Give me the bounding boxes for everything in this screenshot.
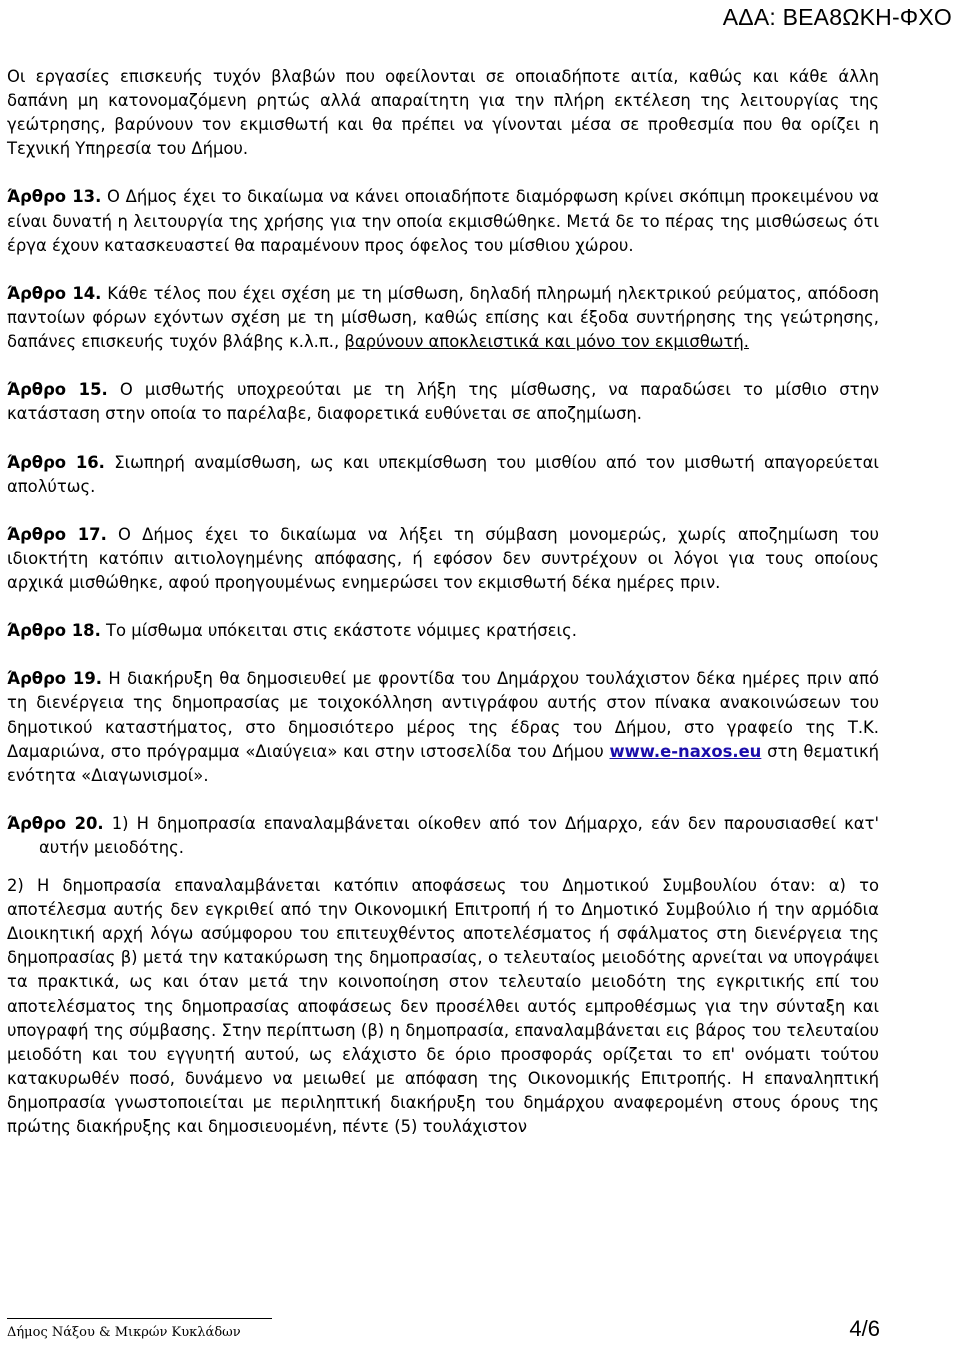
- footer-municipality: Δήμος Νάξου & Μικρών Κυκλάδων: [7, 1325, 241, 1340]
- article-19-title: Άρθρο 19.: [7, 669, 102, 689]
- article-20-text-1: 1) Η δημοπρασία επαναλαμβάνεται οίκοθεν από τον Δήμαρχο, εάν δεν παρουσιασθεί κατ' αυτήν μειοδότης.: [39, 813, 879, 857]
- article-19: [7, 667, 879, 787]
- article-18-text: Το μίσθωμα υπόκειται στις εκάστοτε νόμιμες κρατήσεις.: [100, 621, 577, 641]
- article-14: [7, 282, 879, 354]
- article-16: [7, 451, 879, 499]
- article-13-title: Άρθρο 13.: [7, 187, 102, 207]
- article-15-text: Ο μισθωτής υποχρεούται με τη λήξη της μίσθωσης, να παραδώσει το μίσθιο στην κατάσταση στην οποία το παρέλαβε, διαφορετικά ευθύνεται σε αποζημίωση.: [7, 380, 879, 424]
- article-13-text-2: Μετά δε το πέρας της μισθώσεως ότι έργα έχουν κατασκευαστεί θα παραμένουν προς όφελος του μίσθιου χώρου.: [7, 211, 879, 255]
- article-19-text-2: στη θεματική ενότητα «Διαγωνισμοί».: [7, 741, 879, 785]
- article-13-text-1: Ο Δήμος έχει το δικαίωμα να κάνει οποιαδήποτε διαμόρφωση κρίνει σκόπιμη προκειμένου να είναι δυνατή η λειτουργία της χρήσης για την οποία εκμισθώθηκε.: [7, 187, 879, 231]
- website-link[interactable]: www.e-naxos.eu: [609, 741, 762, 761]
- article-20-paragraph-2: 2) Η δημοπρασία επαναλαμβάνεται κατόπιν αποφάσεως του Δημοτικού Συμβουλίου όταν: α) το αποτέλεσμα αυτής δεν εγκριθεί από την Οικονομική Επιτροπή ή το Δημοτικό Συμβούλιο ή την αρμόδια Διοικητική αρχή λόγω ασύμφορου του επιτευχθέντος αποτελέσματος ή σφάλματος στη διενέργεια της δημοπρασίας β) μετά την κατακύρωση της δημοπρασίας, ο τελευταίος μειοδότης αρνείται να υπογράψει τα πρακτικά, ως και όταν μετά την κοινοποίηση στον τελευταίο μειοδότη της εγκριτικής επί του αποτελέσματος της δημοπρασίας αποφάσεως δεν προσέλθει αυτός εμπροθέσμως για την σύνταξη και υπογραφή της σύμβασης. Στην περίπτωση (β) η δημοπρασία, επαναλαμβάνεται εις βάρος του τελευταίου μειοδότη και του εγγυητή αυτού, ως ελάχιστο δε όριο προσφοράς ορίζεται το επ' ονόματι τούτου κατακυρωθέν ποσό, δυνάμενο να μειωθεί με απόφαση της Οικονομικής Επιτροπής. Η επαναληπτική δημοπρασία γνωστοποιείται με περιληπτική διακήρυξη του δημάρχου αναφερομένη στους όρους της πρώτης διακήρυξης και δημοσιευομένη, πέντε (5) τουλάχιστον: [7, 876, 879, 1137]
- intro-paragraph: Οι εργασίες επισκευής τυχόν βλαβών που οφείλονται σε οποιαδήποτε αιτία, καθώς και κάθε άλλη δαπάνη μη κατονομαζόμενη ρητώς αλλά απαραίτητη για την πλήρη εκτέλεση της λειτουργίας της γεώτρησης, βαρύνουν τον εκμισθωτή και θα πρέπει να γίνονται μέσα σε προθεσμία που θα ορίζει η Τεχνική Υπηρεσία του Δήμου.: [7, 67, 879, 159]
- article-18-title: Άρθρο 18.: [7, 621, 101, 641]
- article-20: [7, 812, 879, 860]
- article-15: [7, 378, 879, 426]
- article-14-title: Άρθρο 14.: [7, 283, 102, 303]
- article-18: [7, 619, 879, 643]
- document-body: [7, 65, 879, 1139]
- article-15-title: Άρθρο 15.: [7, 380, 108, 400]
- article-14-underlined: βαρύνουν αποκλειστικά και μόνο τον εκμισθωτή.: [344, 332, 749, 352]
- article-16-text: Σιωπηρή αναμίσθωση, ως και υπεκμίσθωση του μισθίου από τον μισθωτή απαγορεύεται απολύτως.: [7, 452, 879, 496]
- article-14-text: Κάθε τέλος που έχει σχέση με τη μίσθωση, δηλαδή πληρωμή ηλεκτρικού ρεύματος, απόδοση παντοίων φόρων εχόντων σχέση με τη μίσθωση, καθώς επίσης και έξοδα συντήρησης της γεώτρησης, δαπάνες επισκευής τυχόν βλάβης κ.λ.π.,: [7, 283, 879, 352]
- article-17-text: Ο Δήμος έχει το δικαίωμα να λήξει τη σύμβαση μονομερώς, χωρίς αποζημίωση του ιδιοκτήτη κατόπιν αιτιολογημένης απόφασης, ή εφόσον δεν συντρέχουν οι λόγοι για τους οποίους αρχικά μισθώθηκε, αφού προηγουμένως ενημερώσει τον εκμισθωτή δέκα ημέρες πριν.: [7, 524, 879, 592]
- article-17: [7, 523, 879, 595]
- page-number: 4/6: [849, 1316, 880, 1341]
- article-20-title: Άρθρο 20.: [7, 813, 104, 833]
- article-19-text-1: Η διακήρυξη θα δημοσιευθεί με φροντίδα του Δημάρχου τουλάχιστον δέκα ημέρες πριν από τη διενέργεια της δημοπρασίας με τοιχοκόλληση αντιγράφου αυτής στον πίνακα ανακοινώσεων του δημοτικού καταστήματος, στο δημοσιότερο μέρος της έδρας του Δήμου, στο γραφείο της Τ.Κ. Δαμαριώνα, στο πρόγραμμα «Διαύγεια» και στην ιστοσελίδα του Δήμου: [7, 669, 879, 761]
- article-13: [7, 185, 879, 257]
- footer-divider: [7, 1318, 272, 1319]
- article-17-title: Άρθρο 17.: [7, 524, 107, 544]
- article-16-title: Άρθρο 16.: [7, 452, 105, 472]
- ada-code: ΑΔΑ: ΒΕΑ8ΩΚΗ-ΦΧΟ: [722, 4, 952, 30]
